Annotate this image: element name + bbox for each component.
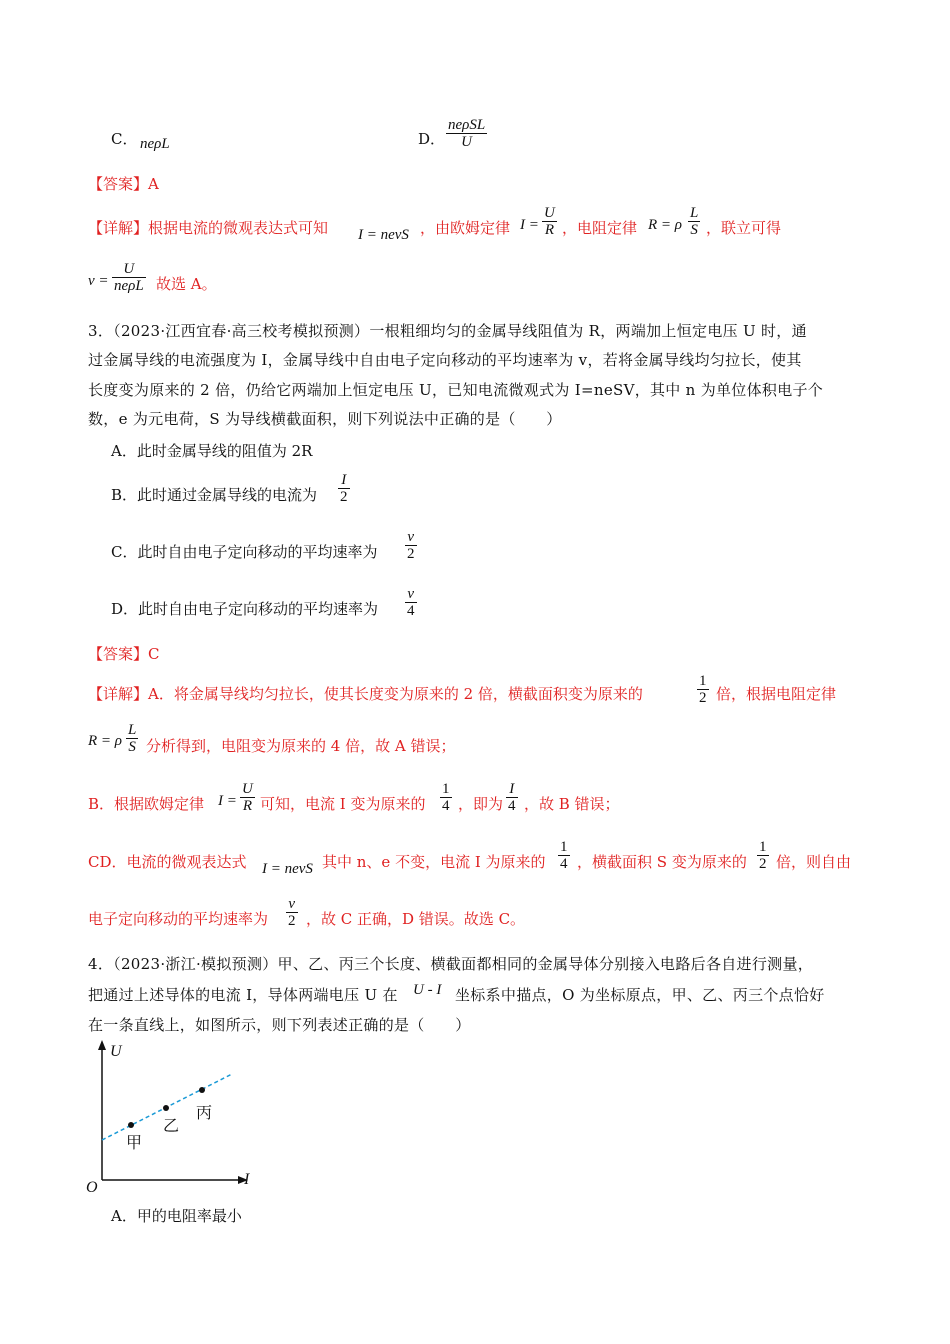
q3-stem-line-1: 3．（2023·江西宜春·高三校考模拟预测）一根粗细均匀的金属导线阻值为 R，两端加上恒定电压 U 时，通: [88, 322, 807, 340]
q2-detail-formula-2-lhs: I =: [520, 217, 539, 233]
option-label: C．: [111, 130, 138, 148]
q3-detail-line-1-tail: 倍，根据电阻定律: [716, 685, 837, 703]
q3-option-d: D．此时自由电子定向移动的平均速率为: [111, 600, 379, 618]
point-label-bing: 丙: [196, 1105, 213, 1122]
point-label-yi: 乙: [163, 1118, 180, 1135]
q3-option-b-fraction: $\frac{I}{2}$: [340, 472, 348, 505]
q2-detail-part3: ，电阻定律: [562, 219, 638, 237]
q3-stem-line-4: 数，e 为元电荷，S 为导线横截面积，则下列说法中正确的是（ ）: [88, 410, 562, 428]
q3-detail-line-4: CD．电流的微观表达式: [88, 853, 247, 871]
q2-detail-part1: 【详解】根据电流的微观表达式可知: [88, 219, 329, 237]
q3-detail-line-4-fraction-2: $\frac{1}{2}$: [759, 839, 767, 872]
q2-detail-part5: 故选 A。: [156, 275, 217, 293]
y-axis-arrow-icon: [98, 1040, 106, 1050]
q2-detail-part2: ，由欧姆定律: [420, 219, 511, 237]
q2-detail-formula-3-lhs: R = ρ: [648, 217, 682, 233]
q3-detail-line-3-fraction-2: $\frac{1}{4}$: [442, 781, 450, 814]
q3-detail-line-3-fraction-3: $\frac{I}{4}$: [508, 781, 516, 814]
q3-detail-line-4-fraction: $\frac{1}{4}$: [560, 839, 568, 872]
q3-detail-line-3-lhs: I =: [218, 793, 237, 809]
q4-ui-graph: [80, 1036, 260, 1196]
q3-detail-line-5-fraction: $\frac{v}{2}$: [288, 896, 296, 929]
q3-detail-line-3: B．根据欧姆定律: [88, 795, 205, 813]
q2-detail-formula-3-fraction: $\frac{L}{S}$: [690, 205, 699, 238]
point-bing: [199, 1087, 205, 1093]
q3-option-b: B．此时通过金属导线的电流为: [111, 486, 318, 504]
q3-option-d-fraction: $\frac{v}{4}$: [407, 586, 415, 619]
q2-detail-part4: ，联立可得: [706, 219, 782, 237]
q3-detail-line-1-fraction: $\frac{1}{2}$: [699, 673, 707, 706]
q3-detail-line-3-mid-2: ，即为: [458, 795, 504, 813]
q4-stem-formula: U - I: [413, 982, 442, 998]
q3-detail-line-5: 电子定向移动的平均速率为: [88, 910, 269, 928]
q4-option-a: A．甲的电阻率最小: [111, 1207, 242, 1225]
q3-detail-line-5-tail: ，故 C 正确，D 错误。故选 C。: [306, 910, 526, 928]
q3-detail-line-2-lhs: R = ρ: [88, 733, 122, 749]
q3-detail-line-4-formula: I = nevS: [262, 861, 313, 877]
option-label: D．: [418, 130, 446, 148]
point-jia: [128, 1122, 134, 1128]
q3-stem-line-2: 过金属导线的电流强度为 I，金属导线中自由电子定向移动的平均速率为 v，若将金属导线均匀拉长，使其: [88, 351, 802, 369]
q3-detail-line-4-mid-2: ，横截面积 S 变为原来的: [577, 853, 747, 871]
q3-detail-line-3-fraction: $\frac{U}{R}$: [242, 781, 253, 814]
q3-detail-line-3-tail: ，故 B 错误；: [524, 795, 620, 813]
q2-detail-formula-4-fraction: U neρL: [114, 261, 144, 294]
point-yi: [163, 1105, 169, 1111]
q2-detail-formula-1: I = nevS: [358, 227, 409, 243]
q2-detail-formula-2-fraction: $\frac{U}{R}$: [544, 205, 555, 238]
q2-option-c: [111, 128, 137, 149]
q3-option-c: C．此时自由电子定向移动的平均速率为: [111, 543, 378, 561]
q3-detail-line-4-tail: 倍，则自由: [776, 853, 852, 871]
q2-option-d-fraction: neρSL U: [448, 117, 486, 150]
q3-detail-line-4-mid: 其中 n、e 不变，电流 I 为原来的: [322, 853, 546, 871]
q3-detail-line-1: 【详解】A．将金属导线均匀拉长，使其长度变为原来的 2 倍，横截面积变为原来的: [88, 685, 643, 703]
x-axis-label: I: [244, 1171, 250, 1188]
q4-stem-line-2b: 坐标系中描点，O 为坐标原点，甲、乙、丙三个点恰好: [455, 986, 825, 1004]
q2-answer: 【答案】A: [88, 175, 159, 193]
q4-stem-line-1: 4．（2023·浙江·模拟预测）甲、乙、丙三个长度、横截面都相同的金属导体分别接入电路后各自进行测量，: [88, 955, 814, 973]
q2-option-d: [418, 128, 445, 149]
q3-option-c-fraction: $\frac{v}{2}$: [407, 529, 415, 562]
q4-stem-line-2a: 把通过上述导体的电流 I，导体两端电压 U 在: [88, 986, 398, 1004]
q3-detail-line-2: 分析得到，电阻变为原来的 4 倍，故 A 错误；: [146, 737, 456, 755]
point-label-jia: 甲: [126, 1135, 143, 1152]
q3-option-a: A．此时金属导线的阻值为 2R: [111, 442, 313, 460]
q3-detail-line-2-fraction: $\frac{L}{S}$: [128, 722, 137, 755]
q3-answer: 【答案】C: [88, 645, 160, 663]
origin-label: O: [86, 1179, 98, 1196]
q2-option-c-formula: neρL: [140, 136, 170, 152]
q3-stem-line-3: 长度变为原来的 2 倍，仍给它两端加上恒定电压 U，已知电流微观式为 I=neSV，其中 n 为单位体积电子个: [88, 381, 824, 399]
q3-detail-line-3-mid: 可知，电流 I 变为原来的: [260, 795, 426, 813]
q4-stem-line-3: 在一条直线上，如图所示，则下列表述正确的是（ ）: [88, 1016, 471, 1034]
y-axis-label: U: [110, 1043, 122, 1060]
q2-detail-formula-4-lhs: v =: [88, 273, 109, 289]
